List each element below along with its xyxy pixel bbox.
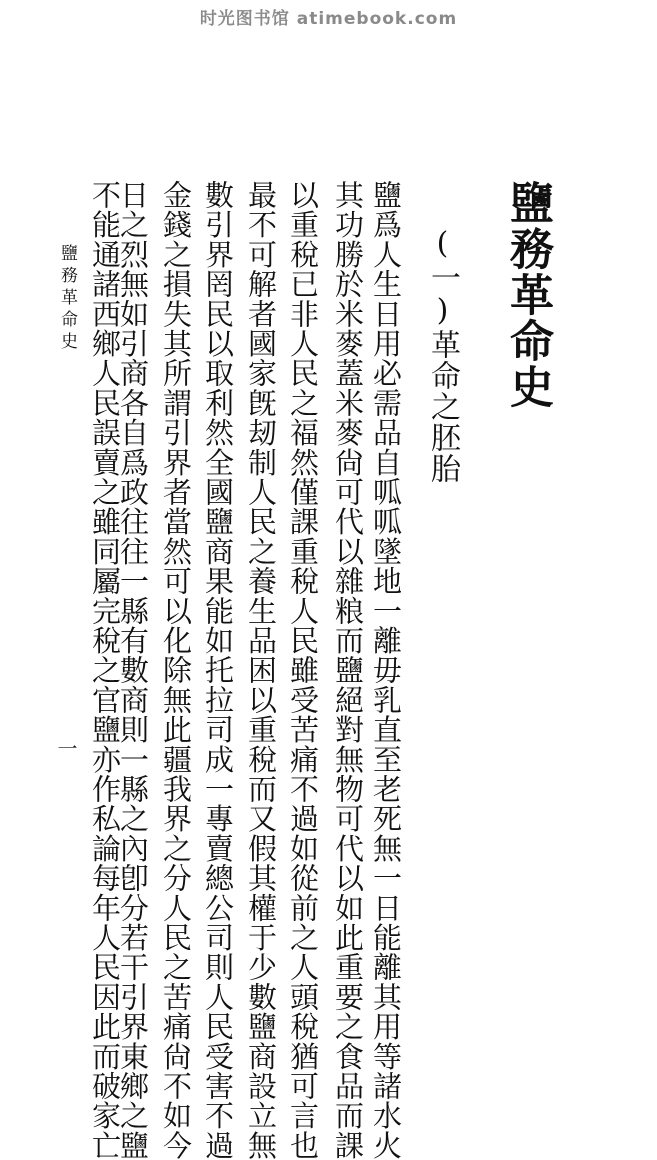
chapter-heading: (一)革命之胚胎	[425, 226, 460, 484]
book-title: 鹽務革命史	[502, 180, 553, 410]
page-number: 一	[54, 738, 78, 758]
body-column-5: 數引界罔民以取利然全國鹽商果能如托拉司成一專賣總公司則人民受害不過	[201, 180, 235, 1160]
body-column-7: 日之烈無如引商各自爲政往往一縣有數商則一縣之內卽分若干引界東鄉之鹽	[116, 180, 150, 1160]
body-column-8: 不能通諸西鄉人民誤賣之雖同屬完稅之官鹽亦作私論每年人民因此而破家亡	[88, 180, 122, 1160]
running-head: 鹽務革命史	[57, 244, 77, 354]
body-column-1: 鹽爲人生日用必需品自呱呱墜地一離毋乳直至老死無一日能離其用等諸水火	[369, 180, 403, 1160]
body-column-2: 其功勝於米麥蓋米麥尙可代以雜粮而鹽絕對無物可代以如此重要之食品而課	[331, 180, 365, 1160]
body-column-6: 金錢之損失其所謂引界者當然可以化除無此疆我界之分人民之苦痛尙不如今	[159, 180, 193, 1160]
body-column-4: 最不可解者國家旣刼制人民之養生品困以重稅而又假其權于少數鹽商設立無	[244, 180, 278, 1160]
watermark-text: 时光图书馆 atimebook.com	[199, 9, 458, 29]
body-column-3: 以重稅已非人民之福然僅課重稅人民雖受苦痛不過如從前之人頭稅猶可言也	[286, 180, 320, 1160]
